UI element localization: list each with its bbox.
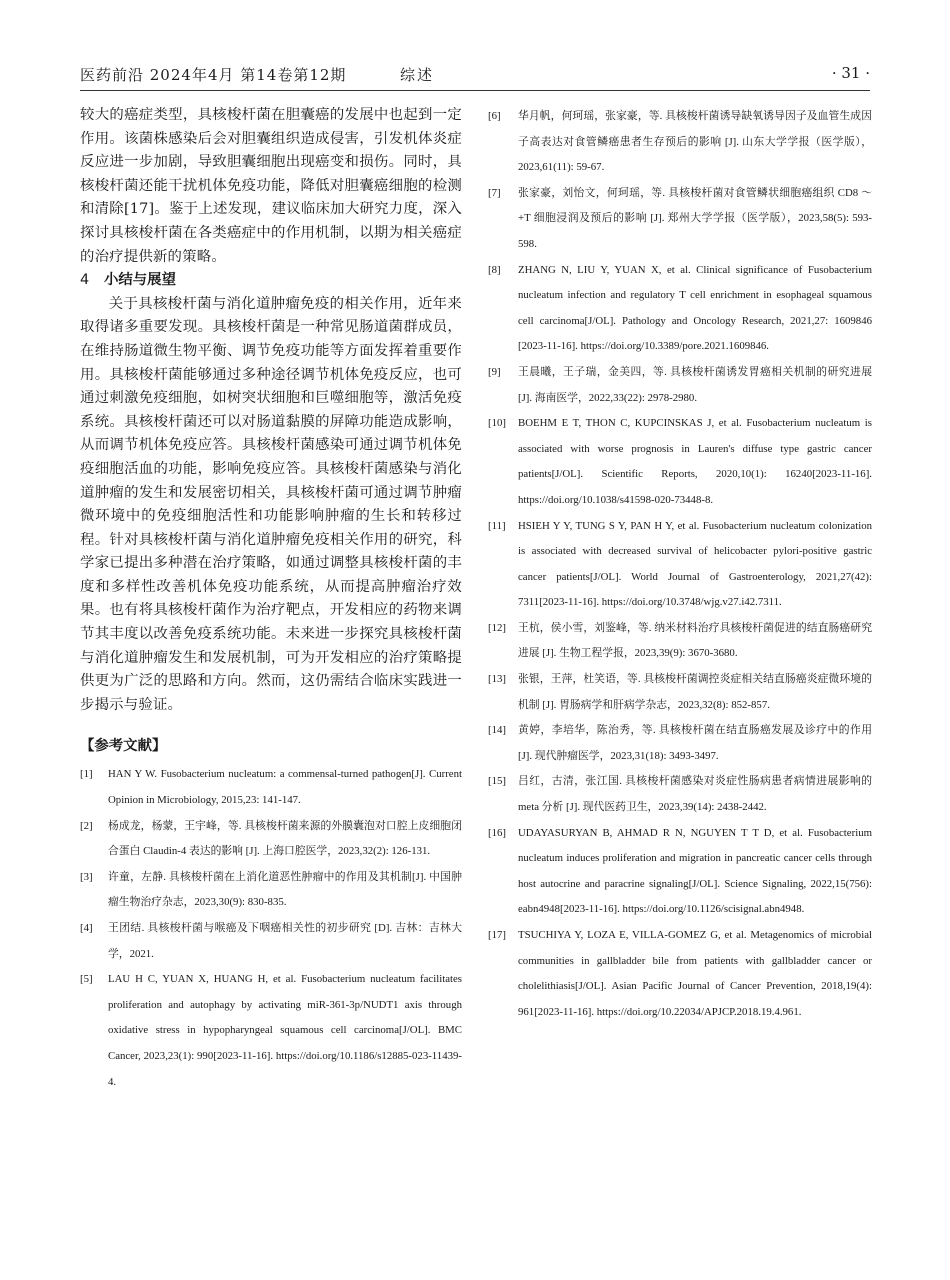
reference-text: HSIEH Y Y, TUNG S Y, PAN H Y, et al. Fusobacterium nucleatum colonization is associated with decreased survival of helicobacter pylori-positive gastric cancer patients[J/OL]. World Journal of Gastroenterology, 2021,27(42): 7311[2023-11-16]. https://doi.org/10.3748/wjg.v27.i42.7311. [518, 519, 872, 609]
reference-text: 张家豪，刘怡文，何珂瑶，等. 具核梭杆菌对食管鳞状细胞癌组织 CD8 ～ +T 细胞浸润及预后的影响 [J]. 郑州大学学报（医学版），2023,58(5): 593-598. [518, 186, 872, 250]
reference-item [80, 967, 462, 1095]
section-number: 4 [80, 272, 90, 289]
reference-item [488, 360, 872, 411]
page-number: · 31 · [831, 64, 870, 82]
left-column [80, 104, 462, 1095]
reference-number: [10] [488, 417, 506, 430]
section-heading [80, 269, 462, 293]
reference-number: [3] [80, 870, 93, 883]
reference-item [80, 762, 462, 813]
reference-text: 王杭，侯小雪，刘鉴峰，等. 纳米材料治疗具核梭杆菌促进的结直肠癌研究进展 [J]. 生物工程学报，2023,39(9): 3670-3680. [518, 621, 872, 660]
reference-number: [7] [488, 186, 501, 199]
reference-item [488, 104, 872, 181]
reference-item [488, 821, 872, 923]
reference-number: [4] [80, 922, 93, 934]
reference-item [488, 667, 872, 718]
references-list-right [488, 104, 872, 1025]
reference-number: [12] [488, 621, 506, 634]
reference-text: 吕红，古清，张江国. 具核梭杆菌感染对炎症性肠病患者病情进展影响的 meta 分析 [J]. 现代医药卫生，2023,39(14): 2438-2442. [518, 775, 872, 814]
intro-paragraph: 较大的癌症类型，具核梭杆菌在胆囊癌的发展中也起到一定作用。该菌株感染后会对胆囊组织造成侵害，引发机体炎症反应进一步加剧，导致胆囊细胞出现癌变和损伤。同时，具核梭杆菌还能干扰机体免疫功能，降低对胆囊癌细胞的检测和清除[17]。鉴于上述发现，建议临床加大研究力度，深入探讨具核梭杆菌在各类癌症中的作用机制，以期为相关癌症的治疗提供新的策略。 [80, 107, 462, 265]
reference-text: ZHANG N, LIU Y, YUAN X, et al. Clinical significance of Fusobacterium nucleatum infection and regulatory T cell enrichment in esophageal squamous cell carcinoma[J/OL]. Pathology and Oncology Research, 2021,27: 1609846 [2023-11-16]. https://doi.org/10.3389/pore.2021.1609846. [518, 263, 872, 353]
reference-number: [2] [80, 819, 93, 832]
references-title: 【参考文献】 [80, 738, 167, 755]
reference-number: [6] [488, 110, 501, 122]
reference-number: [11] [488, 519, 506, 532]
right-column [488, 104, 872, 1025]
reference-item [488, 258, 872, 360]
reference-item [80, 814, 462, 865]
reference-item [80, 865, 462, 916]
header-rule [80, 90, 870, 91]
reference-text: 华月帆，何珂瑶，张家豪，等. 具核梭杆菌诱导缺氧诱导因子及血管生成因子高表达对食管鳞癌患者生存预后的影响 [J]. 山东大学学报（医学版），2023,61(11): 59-67. [518, 110, 872, 174]
body-paragraph: 关于具核梭杆菌与消化道肿瘤免疫的相关作用，近年来取得诸多重要发现。具核梭杆菌是一种常见肠道菌群成员，在维持肠道微生物平衡、调节免疫功能等方面发挥着重要作用。具核梭杆菌能够通过多种途径调节机体免疫反应，也可通过刺激免疫细胞，如树突状细胞和巨噬细胞等，激活免疫系统。具核梭杆菌还可以对肠道黏膜的屏障功能造成影响，从而调节机体免疫应答。具核梭杆菌感染可通过调节机体免疫细胞活血的功能，影响免疫应答。具核梭杆菌感染与消化道肿瘤的发生和发展密切相关，具核梭杆菌可通过调节肿瘤微环境中的免疫细胞活性和功能影响肿瘤的生长和转移过程。针对具核梭杆菌与消化道肿瘤免疫相关作用的研究，科学家已提出多种潜在治疗策略，如通过调整具核梭杆菌的丰度和多样性改善机体免疫功能系统，从而提高肿瘤治疗效果。也有将具核梭杆菌作为治疗靶点，开发相应的药物来调节其丰度以改善免疫系统功能。未来进一步探究具核梭杆菌与消化道肿瘤发生和发展机制，可为开发相应的治疗策略提供更为广泛的思路和方向。然而，这仍需结合临床实践进一步揭示与验证。 [80, 295, 462, 713]
reference-item [488, 923, 872, 1025]
reference-text: BOEHM E T, THON C, KUPCINSKAS J, et al. Fusobacterium nucleatum is associated with worse prognosis in Lauren's diffuse type gastric cancer patients[J/OL]. Scientific Reports, 2020,10(1): 16240[2023-11-16]. https://doi.org/10.1038/s41598-020-73448-8. [518, 417, 872, 506]
reference-number: [16] [488, 826, 506, 839]
reference-text: 杨成龙，杨蒙，王宇峰，等. 具核梭杆菌来源的外膜囊泡对口腔上皮细胞闭合蛋白 Claudin-4 表达的影响 [J]. 上海口腔医学，2023,32(2): 126-131. [108, 819, 462, 858]
section-title: 小结与展望 [104, 272, 176, 289]
reference-item [488, 616, 872, 667]
reference-number: [15] [488, 775, 506, 788]
reference-number: [17] [488, 929, 506, 941]
references-list-left [80, 762, 462, 1095]
reference-item [488, 769, 872, 820]
reference-item [80, 916, 462, 967]
reference-text: LAU H C, YUAN X, HUANG H, et al. Fusobacterium nucleatum facilitates proliferation and autophagy by activating miR-361-3p/NUDT1 axis through oxidative stress in hypopharyngeal squamous cell carcinoma[J/OL]. BMC Cancer, 2023,23(1): 990[2023-11-16]. https://doi.org/10.1186/s12885-023-11439-4. [108, 973, 462, 1088]
reference-text: HAN Y W. Fusobacterium nucleatum: a commensal-turned pathogen[J]. Current Opinion in Microbiology, 2015,23: 141-147. [108, 768, 462, 807]
reference-number: [5] [80, 973, 93, 986]
section-label: 综述 [400, 66, 435, 84]
reference-text: 黄婷，李培华，陈治秀，等. 具核梭杆菌在结直肠癌发展及诊疗中的作用 [J]. 现代肿瘤医学，2023,31(18): 3493-3497. [518, 724, 872, 762]
reference-number: [13] [488, 673, 506, 686]
reference-text: 许童，左静. 具核梭杆菌在上消化道恶性肿瘤中的作用及其机制[J]. 中国肿瘤生物治疗杂志，2023,30(9): 830-835. [108, 870, 462, 909]
reference-text: 王晨曦，王子瑞，金美四，等. 具核梭杆菌诱发胃癌相关机制的研究进展 [J]. 海南医学，2022,33(22): 2978-2980. [518, 365, 872, 404]
reference-item [488, 181, 872, 258]
page-header [80, 60, 870, 88]
journal-info: 医药前沿 2024年4月 第14卷第12期 [80, 66, 347, 84]
reference-item [488, 411, 872, 513]
reference-item [488, 718, 872, 769]
reference-text: 张银，王萍，杜笑语，等. 具核梭杆菌调控炎症相关结直肠癌炎症微环境的机制 [J]. 胃肠病学和肝病学杂志，2023,32(8): 852-857. [518, 673, 872, 711]
reference-number: [14] [488, 724, 506, 737]
reference-number: [9] [488, 365, 501, 378]
reference-text: TSUCHIYA Y, LOZA E, VILLA-GOMEZ G, et al. Metagenomics of microbial communities in gallbladder bile from patients with gallbladder cancer or cholelithiasis[J/OL]. Asian Pacific Journal of Cancer Prevention, 2018,19(4): 961[2023-11-16]. https://doi.org/10.22034/APJCP.2018.19.4.961. [518, 929, 872, 1018]
reference-number: [1] [80, 768, 93, 781]
reference-text: 王团结. 具核梭杆菌与喉癌及下咽癌相关性的初步研究 [D]. 吉林：吉林大学，2021. [108, 922, 462, 960]
reference-number: [8] [488, 263, 501, 276]
reference-item [488, 514, 872, 616]
reference-text: UDAYASURYAN B, AHMAD R N, NGUYEN T T D, et al. Fusobacterium nucleatum induces proliferation and migration in pancreatic cancer cells through host autocrine and paracrine signaling[J/OL]. Science Signaling, 2022,15(756): eabn4948[2023-11-16]. https://doi.org/10.1126/scisignal.abn4948. [518, 826, 872, 916]
